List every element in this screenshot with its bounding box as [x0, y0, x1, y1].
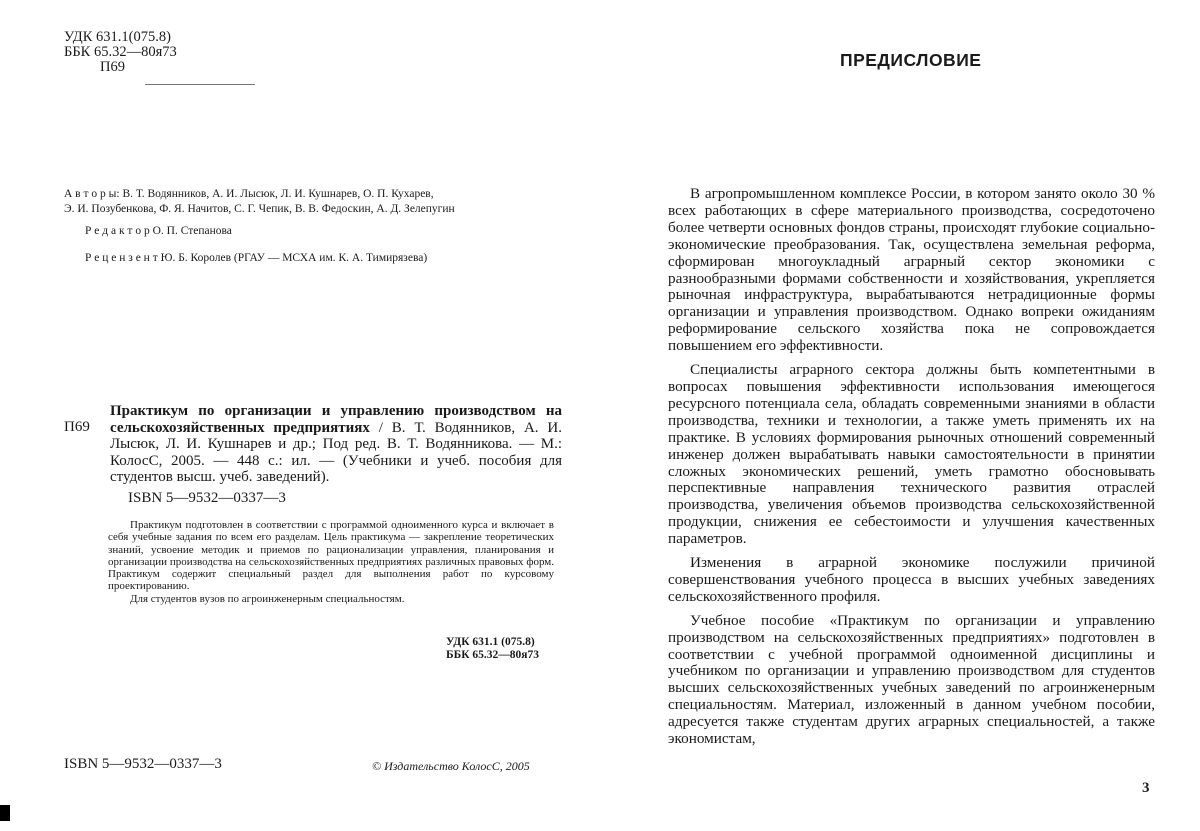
reviewer-name: Ю. Б. Королев (РГАУ — МСХА им. К. А. Тимирязева): [160, 252, 428, 264]
reviewer-line: [85, 252, 427, 264]
annotation-paragraph: Практикум подготовлен в соответствии с программой одноименного курса и включает в себя учебные задания по всем его разделам. Цель практикума — закрепление теоретических знаний, усвоение методик и приемов по рационализации управления, планирования и организации производства на сельскохозяйственных предприятиях различных правовых форм. Практикум содержит специальный раздел для выполнения работ по курсовому проектированию.: [108, 519, 554, 593]
bibliographic-record: [110, 403, 562, 486]
paragraph: Учебное пособие «Практикум по организации и управлению производством на сельскохозяйственных предприятиях» подготовлен в соответствии с учебной программой одноименной дисциплины и учебником по организации и управлению производством для студентов высших сельскохозяйственных учебных заведений по агроинженерным специальностям. Материал, изложенный в данном учебном пособии, адресуется также студентам других аграрных специальностей, а также экономистам,: [668, 611, 1155, 748]
page-number: 3: [1142, 780, 1150, 796]
preface-body: [668, 186, 1155, 755]
authors-line-2: Э. И. Позубенкова, Ф. Я. Начитов, С. Г. Чепик, В. В. Федоскин, А. Д. Зелепугин: [64, 203, 455, 215]
book-title: Практикум по организации и управлению производством на сельскохозяйственных предприятиях: [110, 403, 562, 436]
isbn: ISBN 5—9532—0337—3: [128, 490, 286, 506]
author-index: П69: [100, 59, 125, 75]
bibliographic-index: П69: [64, 419, 90, 435]
annotation-audience: Для студентов вузов по агроинженерным специальностям.: [130, 592, 405, 605]
right-page: [600, 0, 1200, 831]
divider: [145, 84, 255, 85]
classification-codes-bottom: [446, 636, 554, 662]
classification-codes: [64, 30, 177, 75]
annotation: [108, 519, 554, 605]
udk-code: УДК 631.1(075.8): [64, 29, 171, 45]
editor-label: Р е д а к т о р: [85, 225, 150, 237]
editor-line: [85, 225, 232, 237]
authors-label: А в т о р ы:: [64, 188, 120, 200]
bbk-code-bottom: ББК 65.32—80я73: [446, 649, 540, 661]
isbn-bottom: ISBN 5—9532—0337—3: [64, 756, 222, 772]
authors-line-1: В. Т. Водянников, А. И. Лысюк, Л. И. Кушнарев, О. П. Кухарев,: [122, 188, 434, 200]
paragraph: Специалисты аграрного сектора должны быть компетентными в вопросах повышения эффективности использования имеющегося ресурсного потенциала села, обладать современными знаниями в области производства, техники и технологии, а также уметь применять их на практике. В условиях формирования рыночных отношений современный инженер должен вырабатывать навыки самостоятельности в принятии сложных экономических решений, уметь грамотно обосновывать перспективные направления технического развития отраслей производства, увеличения объемов производства сельскохозяйственной продукции, снижения ее себестоимости и улучшения качественных параметров.: [668, 361, 1155, 548]
authors-block: [64, 187, 564, 217]
udk-code-bottom: УДК 631.1 (075.8): [446, 636, 535, 648]
reviewer-label: Р е ц е н з е н т: [85, 252, 158, 264]
bbk-code: ББК 65.32—80я73: [64, 44, 177, 60]
editor-name: О. П. Степанова: [152, 225, 232, 237]
paragraph: В агропромышленном комплексе России, в котором занято около 30 % всех работающих в сфере материального производства, сосредоточено более четверти основных фондов страны, происходят глубокие социально-экономические преобразования. Так, осуществлена земельная реформа, сформирован многоукладный аграрный сектор экономики с разнообразными формами собственности и хозяйствования, укрепляется рыночная инфраструктура, вырабатываются нетрадиционные формы организации и управления производством. Однако вопреки ожиданиям реформирование сельского хозяйства пока не сопровождается повышением его эффективности.: [668, 185, 1155, 355]
copyright: © Издательство КолосС, 2005: [372, 759, 530, 773]
book-details: / В. Т. Водянников, А. И. Лысюк, Л. И. Кушнарев и др.; Под ред. В. Т. Водянникова. — М.: КолосС, 2005. — 448 с.: ил. — (Учебники и учеб. пособия для студентов высш. учеб. заведений).: [110, 419, 562, 485]
scan-mark: [0, 805, 10, 821]
page-title: ПРЕДИСЛОВИЕ: [840, 50, 982, 70]
paragraph: Изменения в аграрной экономике послужили причиной совершенствования учебного процесса в высших учебных заведениях сельскохозяйственного профиля.: [668, 554, 1155, 605]
